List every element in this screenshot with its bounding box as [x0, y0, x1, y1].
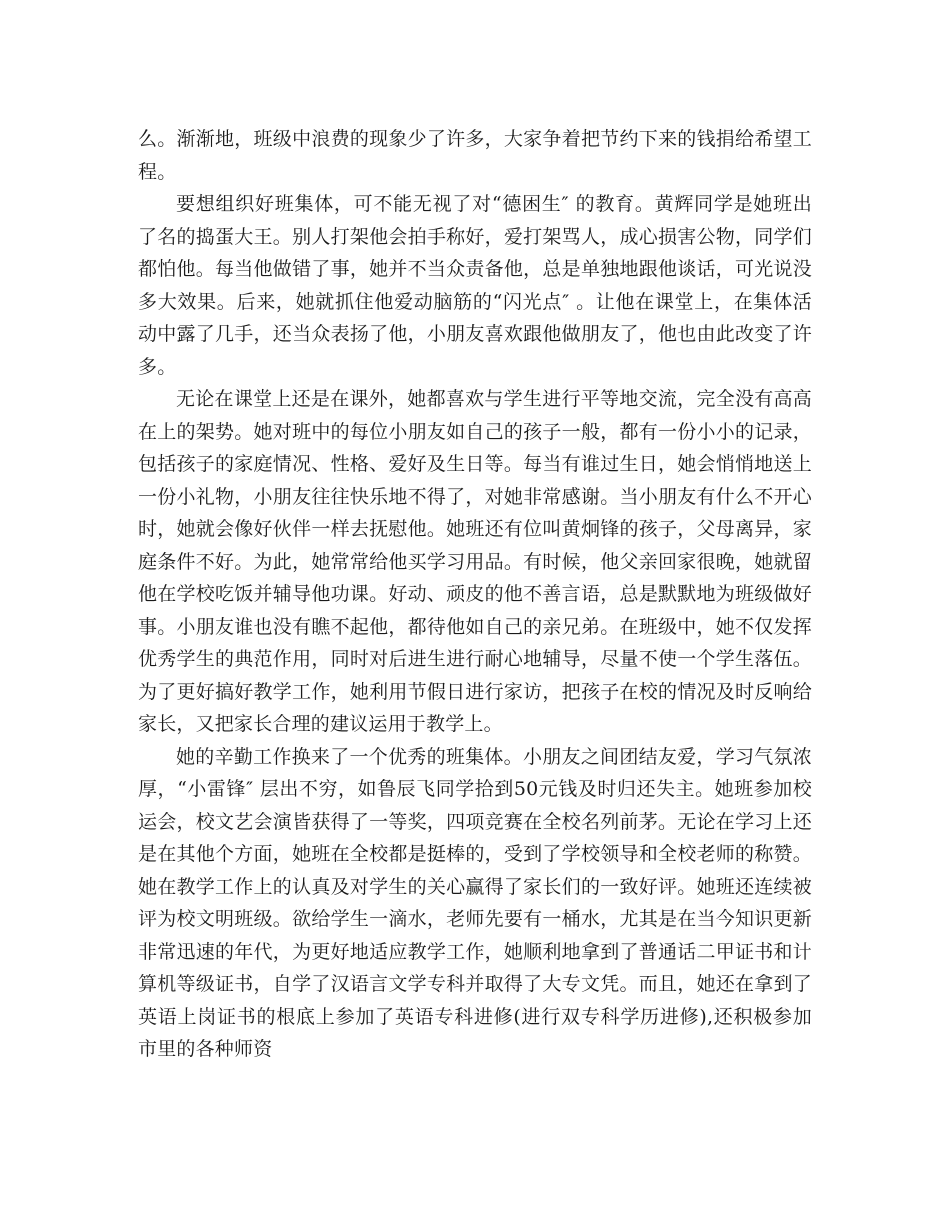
paragraph-2: 要想组织好班集体，可不能无视了对“德困生″ 的教育。黄辉同学是她班出了名的捣蛋大王。别人打架他会拍手称好，爱打架骂人，成心损害公物，同学们都怕他。每当他做错了事，她并不当众责备他，总是单独地跟他谈话，可光说没多大效果。后来，她就抓住他爱动脑筋的“闪光点″ 。让他在课堂上，在集体活动中露了几手，还当众表扬了他，小朋友喜欢跟他做朋友了，他也由此改变了许多。	[138, 193, 812, 378]
paragraph-1: 么。渐渐地，班级中浪费的现象少了许多，大家争着把节约下来的钱捐给希望工程。	[138, 128, 812, 183]
document-body	[138, 123, 812, 1066]
paragraph-3: 无论在课堂上还是在课外，她都喜欢与学生进行平等地交流，完全没有高高在上的架势。她对班中的每位小朋友如自己的孩子一般，都有一份小小的记录，包括孩子的家庭情况、性格、爱好及生日等。每当有谁过生日，她会悄悄地送上一份小礼物，小朋友往往快乐地不得了，对她非常感谢。当小朋友有什么不开心时，她就会像好伙伴一样去抚慰他。她班还有位叫黄炯锋的孩子，父母离异，家庭条件不好。为此，她常常给他买学习用品。有时候，他父亲回家很晚，她就留他在学校吃饭并辅导他功课。好动、顽皮的他不善言语，总是默默地为班级做好事。小朋友谁也没有瞧不起他，都待他如自己的亲兄弟。在班级中，她不仅发挥优秀学生的典范作用，同时对后进生进行耐心地辅导，尽量不使一个学生落伍。为了更好搞好教学工作，她利用节假日进行家访，把孩子在校的情况及时反响给家长，又把家长合理的建议运用于教学上。	[138, 388, 812, 735]
paragraph-4: 她的辛勤工作换来了一个优秀的班集体。小朋友之间团结友爱，学习气氛浓厚，“小雷锋″ 层出不穷，如鲁辰飞同学拾到50元钱及时归还失主。她班参加校运会，校文艺会演皆获得了一等奖，四项竞赛在全校名列前茅。无论在学习上还是在其他个方面，她班在全校都是挺棒的，受到了学校领导和全校老师的称赞。她在教学工作上的认真及对学生的关心赢得了家长们的一致好评。她班还连续被评为校文明班级。欲给学生一滴水，老师先要有一桶水，尤其是在当今知识更新非常迅速的年代，为更好地适应教学工作，她顺利地拿到了普通话二甲证书和计算机等级证书，自学了汉语言文学专科并取得了大专文凭。而且，她还在拿到了英语上岗证书的根底上参加了英语专科进修(进行双专科学历进修),还积极参加市里的各种师资	[138, 745, 812, 1060]
